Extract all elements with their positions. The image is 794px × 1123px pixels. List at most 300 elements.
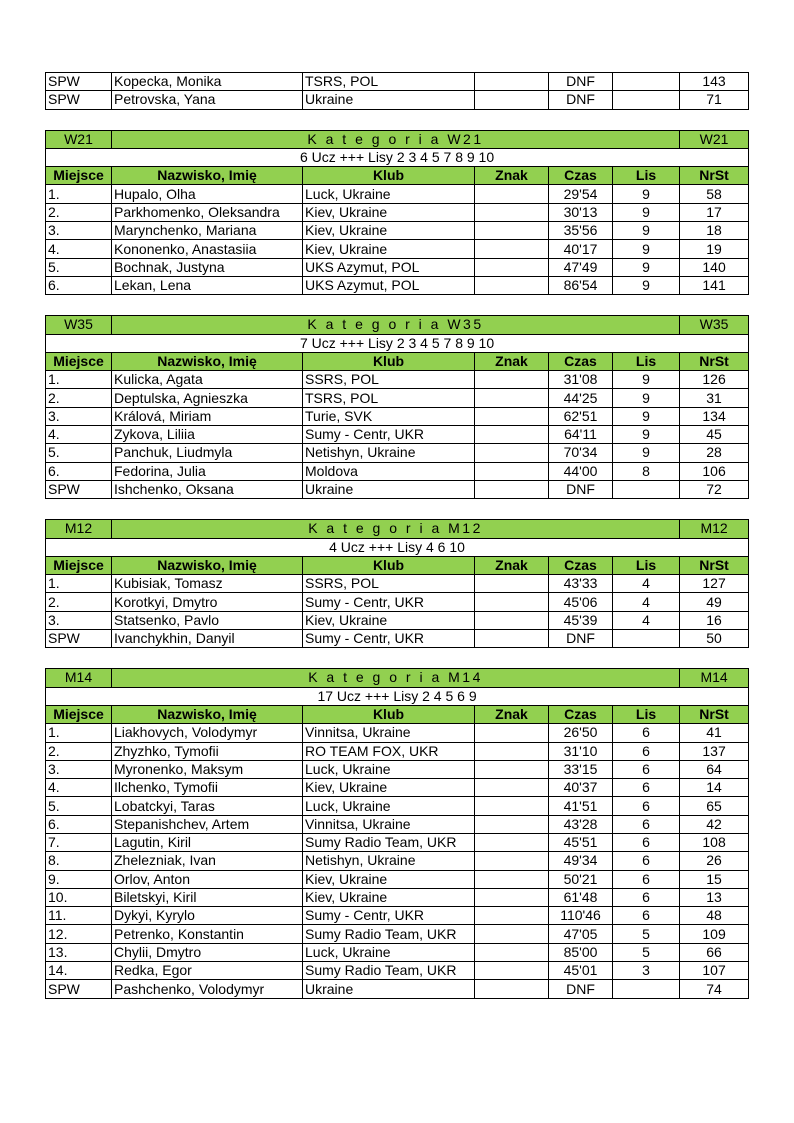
count-cell: 9 [613, 426, 680, 444]
place-cell: 1. [46, 724, 112, 742]
number-cell: 19 [680, 240, 749, 258]
name-cell: Fedorina, Julia [112, 462, 303, 480]
mark-cell [475, 760, 549, 778]
place-cell: 5. [46, 258, 112, 276]
count-cell: 6 [613, 779, 680, 797]
club-cell: Vinnitsa, Ukraine [303, 724, 475, 742]
count-cell: 5 [613, 943, 680, 961]
place-cell: 1. [46, 185, 112, 203]
count-cell: 9 [613, 371, 680, 389]
time-cell: 44'25 [549, 389, 613, 407]
number-cell: 66 [680, 943, 749, 961]
results-document [45, 72, 748, 999]
mark-cell [475, 480, 549, 498]
number-cell: 14 [680, 779, 749, 797]
time-cell: 43'28 [549, 815, 613, 833]
mark-cell [475, 426, 549, 444]
name-cell: Kononenko, Anastasiia [112, 240, 303, 258]
club-cell: Moldova [303, 462, 475, 480]
place-cell: 8. [46, 852, 112, 870]
category-info: 7 Ucz +++ Lisy 2 3 4 5 7 8 9 10 [46, 334, 749, 352]
count-cell: 9 [613, 185, 680, 203]
place-cell: 4. [46, 779, 112, 797]
place-cell: 6. [46, 276, 112, 294]
count-cell: 8 [613, 462, 680, 480]
mark-cell [475, 462, 549, 480]
number-cell: 31 [680, 389, 749, 407]
time-cell: DNF [549, 73, 613, 91]
count-cell [613, 91, 680, 109]
count-cell: 6 [613, 852, 680, 870]
count-cell [613, 630, 680, 648]
column-header-row [46, 556, 749, 574]
place-cell: 5. [46, 444, 112, 462]
category-info-row [46, 334, 749, 352]
place-cell: SPW [46, 980, 112, 998]
header-place: Miejsce [46, 167, 112, 185]
name-cell: Králová, Miriam [112, 407, 303, 425]
category-code: W35 [46, 316, 112, 334]
time-cell: 70'34 [549, 444, 613, 462]
place-cell: 12. [46, 925, 112, 943]
result-row [46, 724, 749, 742]
mark-cell [475, 407, 549, 425]
result-row [46, 480, 749, 498]
mark-cell [475, 258, 549, 276]
number-cell: 50 [680, 630, 749, 648]
section-gap [45, 648, 748, 668]
header-name: Nazwisko, Imię [112, 705, 303, 723]
club-cell: Sumy - Centr, UKR [303, 907, 475, 925]
place-cell: 1. [46, 371, 112, 389]
count-cell: 6 [613, 815, 680, 833]
time-cell: 29'54 [549, 185, 613, 203]
category-title: K a t e g o r i a M12 [112, 520, 680, 538]
mark-cell [475, 276, 549, 294]
time-cell: 26'50 [549, 724, 613, 742]
place-cell: 14. [46, 962, 112, 980]
place-cell: 2. [46, 742, 112, 760]
category-info: 4 Ucz +++ Lisy 4 6 10 [46, 538, 749, 556]
club-cell: Luck, Ukraine [303, 760, 475, 778]
category-table-w35 [45, 315, 749, 499]
place-cell: 3. [46, 407, 112, 425]
result-row [46, 203, 749, 221]
count-cell: 6 [613, 760, 680, 778]
header-mark: Znak [475, 705, 549, 723]
name-cell: Petrenko, Konstantin [112, 925, 303, 943]
mark-cell [475, 815, 549, 833]
column-header-row [46, 167, 749, 185]
count-cell: 9 [613, 276, 680, 294]
name-cell: Kulicka, Agata [112, 371, 303, 389]
name-cell: Ishchenko, Oksana [112, 480, 303, 498]
time-cell: 85'00 [549, 943, 613, 961]
place-cell: 3. [46, 222, 112, 240]
time-cell: 110'46 [549, 907, 613, 925]
mark-cell [475, 575, 549, 593]
time-cell: 50'21 [549, 870, 613, 888]
mark-cell [475, 925, 549, 943]
place-cell: SPW [46, 480, 112, 498]
name-cell: Pashchenko, Volodymyr [112, 980, 303, 998]
mark-cell [475, 833, 549, 851]
number-cell: 137 [680, 742, 749, 760]
club-cell: Sumy - Centr, UKR [303, 630, 475, 648]
result-row [46, 73, 749, 91]
place-cell: 9. [46, 870, 112, 888]
club-cell: Ukraine [303, 91, 475, 109]
result-row [46, 593, 749, 611]
place-cell: 2. [46, 593, 112, 611]
result-row [46, 444, 749, 462]
club-cell: Netishyn, Ukraine [303, 444, 475, 462]
header-mark: Znak [475, 167, 549, 185]
time-cell: 41'51 [549, 797, 613, 815]
number-cell: 16 [680, 611, 749, 629]
result-row [46, 980, 749, 998]
result-row [46, 575, 749, 593]
club-cell: SSRS, POL [303, 575, 475, 593]
club-cell: Luck, Ukraine [303, 185, 475, 203]
mark-cell [475, 980, 549, 998]
time-cell: 40'37 [549, 779, 613, 797]
count-cell: 6 [613, 724, 680, 742]
result-row [46, 240, 749, 258]
result-row [46, 258, 749, 276]
name-cell: Chylii, Dmytro [112, 943, 303, 961]
header-time: Czas [549, 167, 613, 185]
result-row [46, 222, 749, 240]
count-cell: 6 [613, 742, 680, 760]
number-cell: 134 [680, 407, 749, 425]
header-count: Lis [613, 705, 680, 723]
category-info: 6 Ucz +++ Lisy 2 3 4 5 7 8 9 10 [46, 148, 749, 166]
result-row [46, 815, 749, 833]
number-cell: 127 [680, 575, 749, 593]
category-info: 17 Ucz +++ Lisy 2 4 5 6 9 [46, 687, 749, 705]
result-row [46, 870, 749, 888]
count-cell: 9 [613, 240, 680, 258]
name-cell: Ilchenko, Tymofii [112, 779, 303, 797]
place-cell: 6. [46, 462, 112, 480]
time-cell: DNF [549, 91, 613, 109]
number-cell: 15 [680, 870, 749, 888]
time-cell: 35'56 [549, 222, 613, 240]
place-cell: 4. [46, 426, 112, 444]
time-cell: 61'48 [549, 888, 613, 906]
header-mark: Znak [475, 556, 549, 574]
mark-cell [475, 240, 549, 258]
name-cell: Bochnak, Justyna [112, 258, 303, 276]
result-row [46, 852, 749, 870]
result-row [46, 943, 749, 961]
count-cell: 9 [613, 444, 680, 462]
name-cell: Liakhovych, Volodymyr [112, 724, 303, 742]
header-number: NrSt [680, 705, 749, 723]
mark-cell [475, 371, 549, 389]
place-cell: 4. [46, 240, 112, 258]
club-cell: Kiev, Ukraine [303, 611, 475, 629]
name-cell: Korotkyi, Dmytro [112, 593, 303, 611]
number-cell: 28 [680, 444, 749, 462]
count-cell: 6 [613, 833, 680, 851]
count-cell: 9 [613, 222, 680, 240]
category-title-row [46, 316, 749, 334]
mark-cell [475, 870, 549, 888]
header-time: Czas [549, 352, 613, 370]
category-table-w21 [45, 130, 749, 296]
category-title-row [46, 669, 749, 687]
result-row [46, 407, 749, 425]
time-cell: 45'01 [549, 962, 613, 980]
time-cell: 45'06 [549, 593, 613, 611]
header-club: Klub [303, 167, 475, 185]
number-cell: 49 [680, 593, 749, 611]
count-cell [613, 480, 680, 498]
club-cell: Sumy Radio Team, UKR [303, 833, 475, 851]
category-code: W21 [680, 130, 749, 148]
time-cell: DNF [549, 480, 613, 498]
number-cell: 107 [680, 962, 749, 980]
number-cell: 109 [680, 925, 749, 943]
number-cell: 13 [680, 888, 749, 906]
category-title-row [46, 130, 749, 148]
result-row [46, 371, 749, 389]
column-header-row [46, 352, 749, 370]
header-club: Klub [303, 705, 475, 723]
mark-cell [475, 797, 549, 815]
time-cell: 33'15 [549, 760, 613, 778]
club-cell: Kiev, Ukraine [303, 870, 475, 888]
column-header-row [46, 705, 749, 723]
mark-cell [475, 91, 549, 109]
place-cell: SPW [46, 630, 112, 648]
count-cell: 6 [613, 907, 680, 925]
mark-cell [475, 444, 549, 462]
name-cell: Marynchenko, Mariana [112, 222, 303, 240]
result-row [46, 426, 749, 444]
name-cell: Panchuk, Liudmyla [112, 444, 303, 462]
mark-cell [475, 222, 549, 240]
mark-cell [475, 962, 549, 980]
mark-cell [475, 742, 549, 760]
name-cell: Zykova, Liliia [112, 426, 303, 444]
number-cell: 108 [680, 833, 749, 851]
category-code: M14 [680, 669, 749, 687]
category-code: W21 [46, 130, 112, 148]
category-code: W35 [680, 316, 749, 334]
club-cell: UKS Azymut, POL [303, 276, 475, 294]
name-cell: Lagutin, Kiril [112, 833, 303, 851]
club-cell: Kiev, Ukraine [303, 779, 475, 797]
category-title: K a t e g o r i a M14 [112, 669, 680, 687]
count-cell: 6 [613, 870, 680, 888]
time-cell: 40'17 [549, 240, 613, 258]
mark-cell [475, 203, 549, 221]
section-gap [45, 295, 748, 315]
header-count: Lis [613, 556, 680, 574]
name-cell: Lobatckyi, Taras [112, 797, 303, 815]
place-cell: 3. [46, 611, 112, 629]
number-cell: 64 [680, 760, 749, 778]
club-cell: Netishyn, Ukraine [303, 852, 475, 870]
mark-cell [475, 779, 549, 797]
category-info-row [46, 148, 749, 166]
club-cell: Turie, SVK [303, 407, 475, 425]
club-cell: Luck, Ukraine [303, 943, 475, 961]
name-cell: Kubisiak, Tomasz [112, 575, 303, 593]
name-cell: Kopecka, Monika [112, 73, 303, 91]
club-cell: Ukraine [303, 980, 475, 998]
category-code: M12 [46, 520, 112, 538]
header-name: Nazwisko, Imię [112, 167, 303, 185]
mark-cell [475, 185, 549, 203]
count-cell [613, 73, 680, 91]
mark-cell [475, 73, 549, 91]
count-cell: 4 [613, 593, 680, 611]
name-cell: Ivanchykhin, Danyil [112, 630, 303, 648]
number-cell: 41 [680, 724, 749, 742]
header-name: Nazwisko, Imię [112, 556, 303, 574]
name-cell: Myronenko, Maksym [112, 760, 303, 778]
category-code: M12 [680, 520, 749, 538]
time-cell: 47'05 [549, 925, 613, 943]
place-cell: 11. [46, 907, 112, 925]
time-cell: 30'13 [549, 203, 613, 221]
number-cell: 26 [680, 852, 749, 870]
mark-cell [475, 943, 549, 961]
mark-cell [475, 852, 549, 870]
name-cell: Biletskyi, Kiril [112, 888, 303, 906]
time-cell: DNF [549, 980, 613, 998]
place-cell: SPW [46, 73, 112, 91]
count-cell: 5 [613, 925, 680, 943]
number-cell: 58 [680, 185, 749, 203]
header-place: Miejsce [46, 705, 112, 723]
count-cell: 9 [613, 258, 680, 276]
place-cell: 2. [46, 203, 112, 221]
club-cell: Luck, Ukraine [303, 797, 475, 815]
club-cell: UKS Azymut, POL [303, 258, 475, 276]
name-cell: Stepanishchev, Artem [112, 815, 303, 833]
name-cell: Hupalo, Olha [112, 185, 303, 203]
number-cell: 42 [680, 815, 749, 833]
number-cell: 65 [680, 797, 749, 815]
place-cell: 3. [46, 760, 112, 778]
count-cell: 6 [613, 797, 680, 815]
number-cell: 18 [680, 222, 749, 240]
mark-cell [475, 907, 549, 925]
header-mark: Znak [475, 352, 549, 370]
number-cell: 141 [680, 276, 749, 294]
time-cell: 86'54 [549, 276, 613, 294]
place-cell: 5. [46, 797, 112, 815]
result-row [46, 742, 749, 760]
place-cell: 10. [46, 888, 112, 906]
name-cell: Redka, Egor [112, 962, 303, 980]
result-row [46, 611, 749, 629]
mark-cell [475, 724, 549, 742]
header-number: NrSt [680, 167, 749, 185]
section-gap [45, 499, 748, 519]
header-number: NrSt [680, 352, 749, 370]
result-row [46, 962, 749, 980]
count-cell: 4 [613, 575, 680, 593]
category-code: M14 [46, 669, 112, 687]
result-row [46, 760, 749, 778]
category-info-row [46, 687, 749, 705]
name-cell: Orlov, Anton [112, 870, 303, 888]
time-cell: 45'51 [549, 833, 613, 851]
club-cell: SSRS, POL [303, 371, 475, 389]
header-club: Klub [303, 556, 475, 574]
name-cell: Statsenko, Pavlo [112, 611, 303, 629]
header-number: NrSt [680, 556, 749, 574]
header-time: Czas [549, 705, 613, 723]
name-cell: Dykyi, Kyrylo [112, 907, 303, 925]
number-cell: 45 [680, 426, 749, 444]
header-place: Miejsce [46, 352, 112, 370]
result-row [46, 925, 749, 943]
count-cell: 4 [613, 611, 680, 629]
time-cell: 47'49 [549, 258, 613, 276]
club-cell: Ukraine [303, 480, 475, 498]
time-cell: 62'51 [549, 407, 613, 425]
mark-cell [475, 630, 549, 648]
header-club: Klub [303, 352, 475, 370]
club-cell: Kiev, Ukraine [303, 222, 475, 240]
count-cell: 9 [613, 407, 680, 425]
time-cell: 44'00 [549, 462, 613, 480]
club-cell: Sumy - Centr, UKR [303, 593, 475, 611]
place-cell: SPW [46, 91, 112, 109]
mark-cell [475, 593, 549, 611]
place-cell: 1. [46, 575, 112, 593]
time-cell: 43'33 [549, 575, 613, 593]
result-row [46, 833, 749, 851]
number-cell: 17 [680, 203, 749, 221]
name-cell: Deptulska, Agnieszka [112, 389, 303, 407]
category-title: K a t e g o r i a W21 [112, 130, 680, 148]
number-cell: 140 [680, 258, 749, 276]
club-cell: Sumy - Centr, UKR [303, 426, 475, 444]
count-cell: 9 [613, 389, 680, 407]
club-cell: TSRS, POL [303, 73, 475, 91]
category-table-m14 [45, 668, 749, 998]
count-cell: 9 [613, 203, 680, 221]
header-name: Nazwisko, Imię [112, 352, 303, 370]
number-cell: 72 [680, 480, 749, 498]
time-cell: 49'34 [549, 852, 613, 870]
number-cell: 126 [680, 371, 749, 389]
number-cell: 143 [680, 73, 749, 91]
category-table-m12 [45, 519, 749, 648]
time-cell: 45'39 [549, 611, 613, 629]
name-cell: Zhyzhko, Tymofii [112, 742, 303, 760]
club-cell: RO TEAM FOX, UKR [303, 742, 475, 760]
name-cell: Zhelezniak, Ivan [112, 852, 303, 870]
category-title-row [46, 520, 749, 538]
header-count: Lis [613, 167, 680, 185]
name-cell: Parkhomenko, Oleksandra [112, 203, 303, 221]
result-row [46, 276, 749, 294]
number-cell: 106 [680, 462, 749, 480]
time-cell: DNF [549, 630, 613, 648]
mark-cell [475, 611, 549, 629]
category-info-row [46, 538, 749, 556]
time-cell: 31'10 [549, 742, 613, 760]
